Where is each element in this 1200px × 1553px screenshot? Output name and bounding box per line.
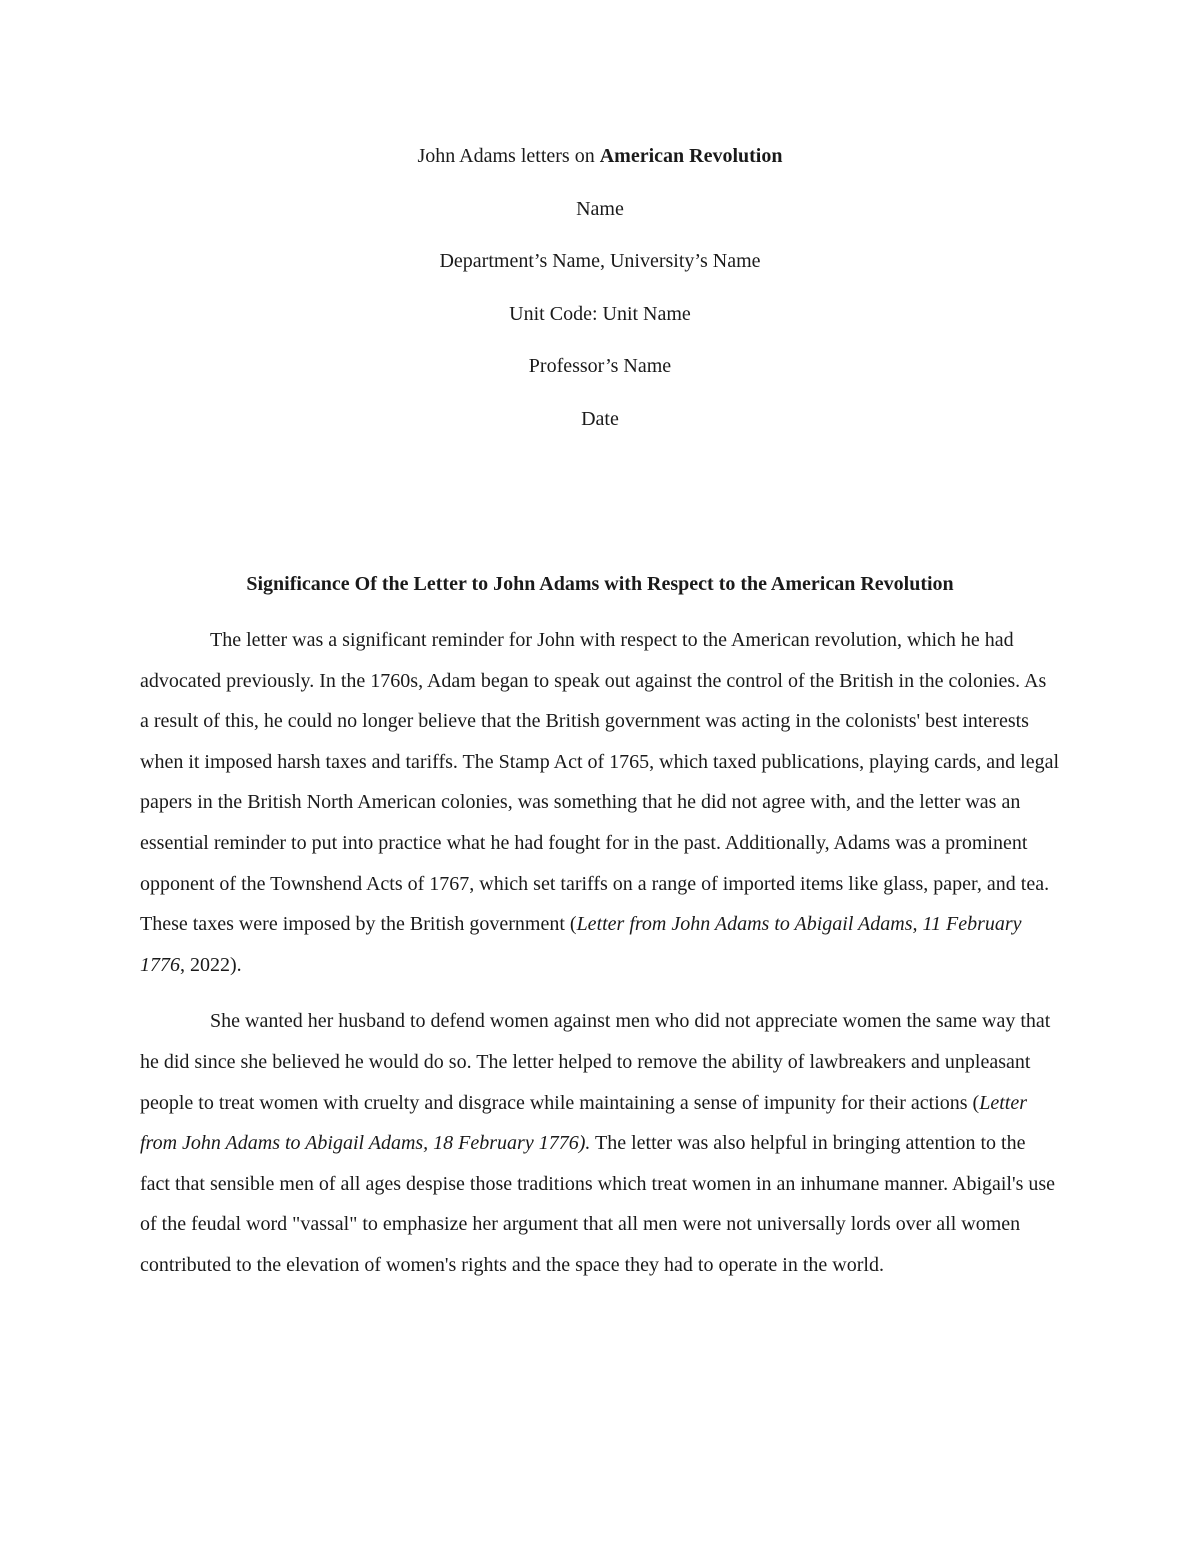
paragraph-2-text: She wanted her husband to defend women against men who did not appreciate women the same way that he did since she believed he would do so. The letter helped to remove the ability of lawbreakers and unpleasant people to treat women with cruelty and disgrace while maintaining a sense of impunity for their actions ( (140, 1010, 1051, 1114)
section-heading: Significance Of the Letter to John Adams with Respect to the American Revolution (246, 573, 954, 595)
body-text (140, 620, 1060, 1302)
paragraph-2-citation: Letter from John Adams to Abigail Adams, 18 February 1776). (140, 1091, 1027, 1155)
title-page-block (0, 140, 1200, 456)
department-line: Department’s Name, University’s Name (439, 250, 761, 273)
paper-title-regular: John Adams letters on (417, 145, 600, 167)
paragraph-1-text-end: , 2022). (180, 953, 242, 976)
paragraph-2 (140, 1001, 1060, 1285)
paragraph-1-text: The letter was a significant reminder for John with respect to the American revolution, which he had advocated previously. In the 1760s, Adam began to speak out against the control of the British in the colonies. As a result of this, he could no longer believe that the British government was acting in the colonists' best interests when it imposed harsh taxes and tariffs. The Stamp Act of 1765, which taxed publications, playing cards, and legal papers in the British North American colonies, was something that he did not agree with, and the letter was an essential reminder to put into practice what he had fought for in the past. Additionally, Adams was a prominent opponent of the Townshend Acts of 1767, which set tariffs on a range of imported items like glass, paper, and tea. These taxes were imposed by the British government ( (140, 629, 1060, 936)
paragraph-1 (140, 620, 1060, 985)
paper-title-bold: American Revolution (599, 145, 783, 167)
paragraph-1-citation: Letter from John Adams to Abigail Adams, 11 February 1776 (140, 913, 1022, 976)
paper-title (0, 140, 1200, 193)
professor-line: Professor’s Name (528, 355, 672, 378)
unit-line: Unit Code: Unit Name (509, 302, 691, 325)
paragraph-2-text-end: The letter was also helpful in bringing attention to the fact that sensible men of all ages despise those traditions which treat women in an inhumane manner. Abigail's use of the feudal word "vassal" to emphasize her argument that all men were not universally lords over all women contributed to the elevation of women's rights and the space they had to operate in the world. (140, 1132, 1056, 1276)
author-name: Name (576, 197, 624, 220)
date-line: Date (581, 407, 619, 430)
